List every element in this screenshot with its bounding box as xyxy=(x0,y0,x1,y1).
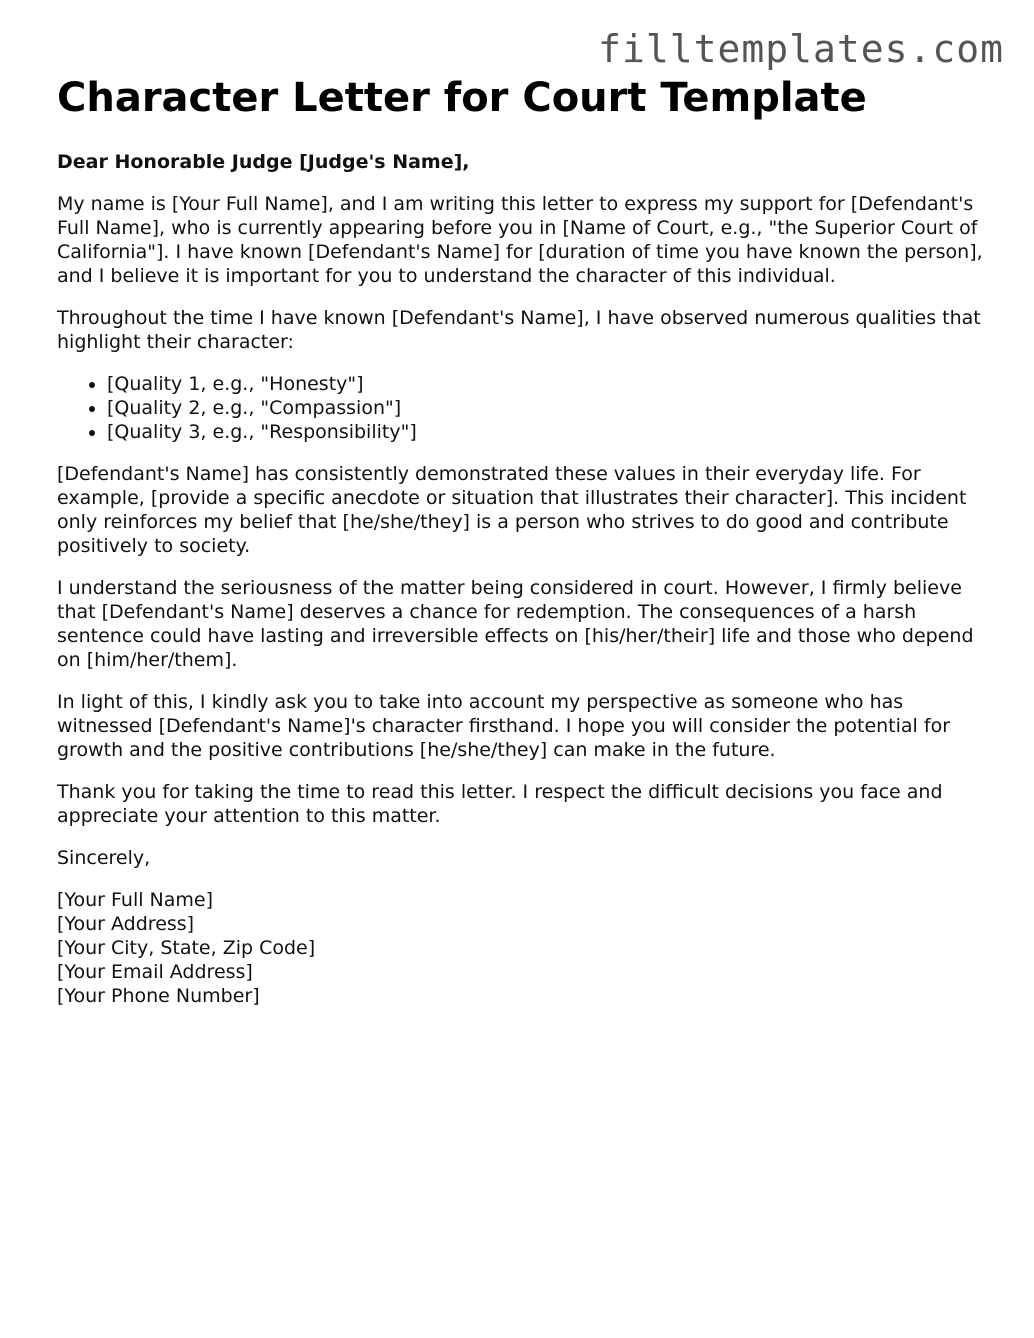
qualities-intro-paragraph: Throughout the time I have known [Defendant's Name], I have observed numerous qualities that highlight their character: xyxy=(57,307,981,353)
seriousness-paragraph: I understand the seriousness of the matter being considered in court. However, I firmly believe that [Defendant's Name] deserves a chance for redemption. The consequences of a harsh sentence could have lasting and irreversible effects on [his/her/their] life and those who depend on [him/her/them]. xyxy=(57,577,974,671)
signature-email: [Your Email Address] xyxy=(57,961,253,983)
signature-phone: [Your Phone Number] xyxy=(57,985,260,1007)
intro-paragraph: My name is [Your Full Name], and I am writing this letter to express my support for [Defendant's Full Name], who is currently appearing before you in [Name of Court, e.g., "the Superior Court of California"]. I have known [Defendant's Name] for [duration of time you have known the person], and I believe it is important for you to understand the character of this individual. xyxy=(57,193,983,287)
list-item: • [Quality 2, e.g., "Compassion"] xyxy=(107,396,987,420)
thanks-paragraph: Thank you for taking the time to read this letter. I respect the difficult decisions you face and appreciate your attention to this matter. xyxy=(57,781,943,827)
request-paragraph: In light of this, I kindly ask you to take into account my perspective as someone who has witnessed [Defendant's Name]'s character firsthand. I hope you will consider the potential for growth and the positive contributions [he/she/they] can make in the future. xyxy=(57,691,950,761)
signature-address: [Your Address] xyxy=(57,913,195,935)
signature-name: [Your Full Name] xyxy=(57,889,214,911)
signature-city-state-zip: [Your City, State, Zip Code] xyxy=(57,937,316,959)
closing: Sincerely, xyxy=(57,847,151,869)
salutation: Dear Honorable Judge [Judge's Name], xyxy=(57,151,470,173)
watermark-text: filltemplates.com xyxy=(598,27,1004,71)
list-item: • [Quality 1, e.g., "Honesty"] xyxy=(107,372,987,396)
letter-document xyxy=(57,74,987,1008)
example-paragraph: [Defendant's Name] has consistently demonstrated these values in their everyday life. For example, [provide a specific anecdote or situation that illustrates their character]. This incident only reinforces my belief that [he/she/they] is a person who strives to do good and contribute positively to society. xyxy=(57,463,967,557)
signature-block xyxy=(57,888,987,1008)
list-item: • [Quality 3, e.g., "Responsibility"] xyxy=(107,420,987,444)
page-title: Character Letter for Court Template xyxy=(57,75,867,121)
qualities-list xyxy=(57,372,987,444)
